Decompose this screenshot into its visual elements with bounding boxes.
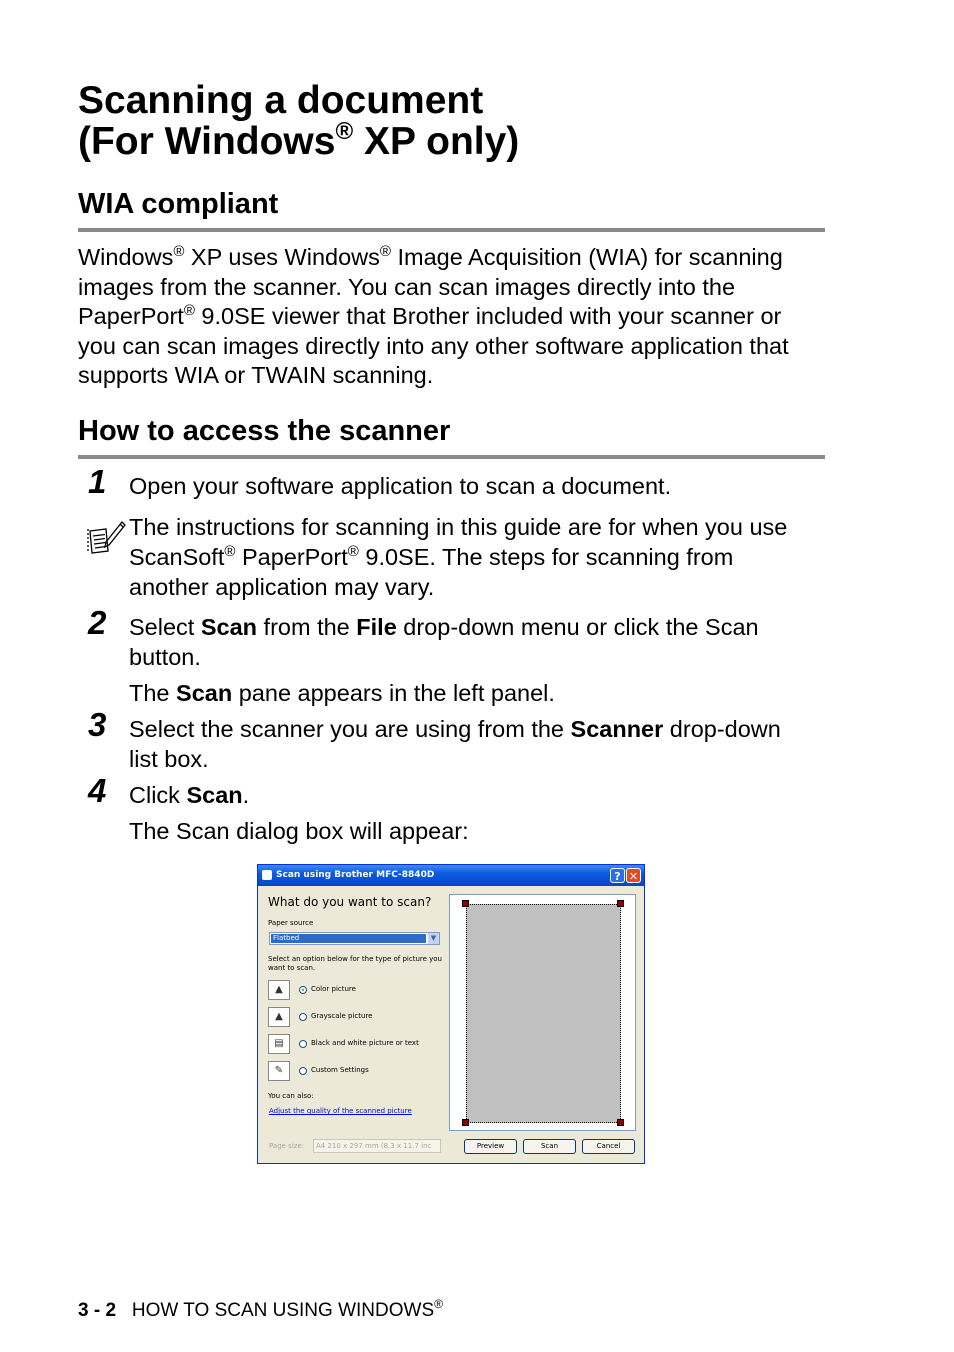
- step-3-text: Select the scanner you are using from the Scanner drop-down list box.: [129, 716, 781, 772]
- radio-grayscale-picture[interactable]: [299, 1013, 307, 1021]
- dialog-title-bar[interactable]: [258, 865, 644, 886]
- page-size-select[interactable]: A4 210 x 297 mm (8.3 x 11.7 inc: [313, 1139, 441, 1153]
- dialog-title: Scan using Brother MFC-8840D: [276, 870, 435, 880]
- option-black-white[interactable]: Black and white picture or text: [311, 1039, 419, 1047]
- step-2-subtext: The Scan pane appears in the left panel.: [129, 680, 555, 706]
- section-title-wia: WIA compliant: [78, 188, 279, 220]
- title-line2-pre: (For Windows: [78, 120, 336, 163]
- crop-handle-bottom-left[interactable]: [462, 1119, 469, 1126]
- step-number-2: 2: [88, 604, 107, 641]
- scan-button[interactable]: Scan: [523, 1139, 576, 1154]
- radio-black-white[interactable]: [299, 1040, 307, 1048]
- paper-source-label: Paper source: [268, 919, 314, 927]
- crop-handle-bottom-right[interactable]: [617, 1119, 624, 1126]
- grayscale-picture-icon: ▲: [268, 1007, 290, 1027]
- paper-source-select[interactable]: [269, 932, 440, 945]
- black-white-icon: ▤: [268, 1034, 290, 1054]
- color-picture-icon: ▲: [268, 980, 290, 1000]
- cancel-button[interactable]: Cancel: [582, 1139, 635, 1154]
- radio-color-picture[interactable]: [299, 986, 307, 994]
- scan-dialog: [257, 864, 645, 1164]
- crop-handle-top-left[interactable]: [462, 900, 469, 907]
- section-rule: [78, 228, 825, 232]
- wia-paragraph: Windows® XP uses Windows® Image Acquisition (WIA) for scanning images from the scanner. You can scan images directly into the PaperPort® 9.0SE viewer that Brother included with your scanner or you can scan images directly into any other software application that supports WIA or TWAIN scanning.: [78, 243, 789, 388]
- note-text: The instructions for scanning in this guide are for when you use ScanSoft® PaperPort® 9.0SE. The steps for scanning from another application may vary.: [129, 514, 788, 600]
- preview-area[interactable]: [466, 904, 621, 1123]
- dialog-question: What do you want to scan?: [268, 895, 432, 909]
- crop-handle-top-right[interactable]: [617, 900, 624, 907]
- step-4-text: Click Scan.: [129, 782, 250, 808]
- option-grayscale-picture[interactable]: Grayscale picture: [311, 1012, 373, 1020]
- instruction-line1: Select an option below for the type of picture you: [268, 955, 442, 963]
- page-footer: [78, 1297, 443, 1322]
- page-size-label: Page size:: [269, 1142, 305, 1150]
- chevron-down-icon[interactable]: ▼: [428, 933, 439, 944]
- section-title-access: How to access the scanner: [78, 415, 451, 447]
- step-2-text: Select Scan from the File drop-down menu or click the Scan button.: [129, 614, 759, 670]
- close-button[interactable]: ✕: [626, 868, 641, 883]
- registered-mark: ®: [335, 118, 354, 145]
- footer-text: HOW TO SCAN USING WINDOWS: [131, 1300, 435, 1321]
- step-number-4: 4: [88, 772, 107, 809]
- step-4-subtext: The Scan dialog box will appear:: [129, 818, 469, 844]
- title-line2-post: XP only): [353, 120, 520, 163]
- option-custom-settings[interactable]: Custom Settings: [311, 1066, 369, 1074]
- step-number-3: 3: [88, 706, 107, 743]
- page-number: 3 - 2: [78, 1300, 117, 1321]
- scanner-icon: [262, 870, 272, 880]
- footer-registered-mark: ®: [434, 1297, 443, 1311]
- instruction-line2: want to scan.: [268, 964, 316, 972]
- help-button[interactable]: ?: [610, 868, 625, 883]
- paper-source-value: Flatbed: [271, 934, 426, 943]
- note-pencil-icon: [84, 517, 126, 559]
- radio-custom-settings[interactable]: [299, 1067, 307, 1075]
- adjust-quality-link[interactable]: Adjust the quality of the scanned picture: [269, 1107, 412, 1115]
- step-1-text: Open your software application to scan a document.: [129, 473, 672, 499]
- you-can-also-label: You can also:: [268, 1092, 314, 1100]
- title-line1: Scanning a document: [78, 79, 484, 122]
- option-color-picture[interactable]: Color picture: [311, 985, 356, 993]
- section-rule: [78, 455, 825, 459]
- step-number-1: 1: [88, 463, 107, 500]
- preview-pane: [449, 894, 636, 1131]
- preview-button[interactable]: Preview: [464, 1139, 517, 1154]
- custom-settings-icon: ✎: [268, 1061, 290, 1081]
- page-title: [78, 80, 519, 162]
